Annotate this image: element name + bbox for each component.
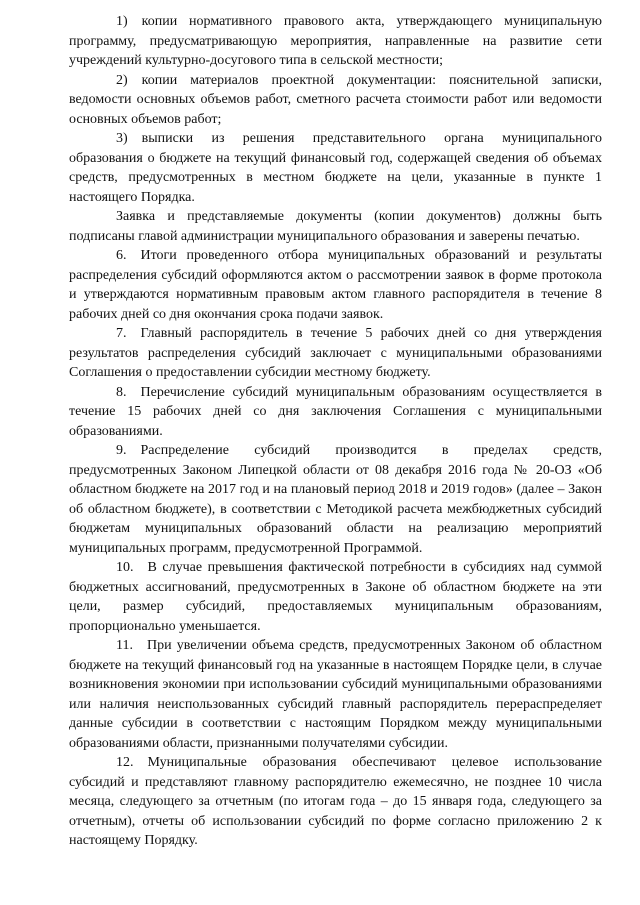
paragraph-10: 10. В случае превышения фактической потребности в субсидиях над суммой бюджетных ассигнований, предусмотренных в Законе об областном бюджете на эти цели, размер субсидий, предоставляемых муниципальным образованиям, пропорционально уменьшается. (69, 560, 602, 634)
paragraph-item-3: 3) выписки из решения представительного органа муниципального образования о бюджете на текущий финансовый год, содержащей сведения об объемах средств, предусмотренных в местном бюджете на цели, указанные в пункте 1 настоящего Порядка. (69, 131, 602, 205)
paragraph-12: 12. Муниципальные образования обеспечивают целевое использование субсидий и представляют главному распорядителю ежемесячно, не позднее 10 числа месяца, следующего за отчетным (по итогам года – до 15 января года, следующего за отчетным), отчеты об использовании субсидий по форме согласно приложению 2 к настоящему Порядку. (69, 755, 602, 848)
paragraph-11: 11. При увеличении объема средств, предусмотренных Законом об областном бюджете на текущий финансовый год на указанные в настоящем Порядке цели, в случае возникновения экономии при использовании субсидий муниципальными образованиями или наличия неиспользованных субсидий главный распорядитель перераспределяет данные субсидии в соответствии с настоящим Порядком между муниципальными образованиями области, признанными получателями субсидии. (69, 638, 602, 751)
paragraph-8: 8. Перечисление субсидий муниципальным образованиям осуществляется в течение 15 рабочих дней со дня заключения Соглашения с муниципальными образованиями. (69, 384, 602, 439)
paragraph-signature-requirement: Заявка и представляемые документы (копии документов) должны быть подписаны главой администрации муниципального образования и заверены печатью. (69, 209, 602, 244)
paragraph-6: 6. Итоги проведенного отбора муниципальных образований и результаты распределения субсидий оформляются актом о рассмотрении заявок в форме протокола и утверждаются нормативным правовым актом главного распорядителя в течение 8 рабочих дней со дня окончания срока подачи заявок. (69, 248, 602, 322)
paragraph-item-2: 2) копии материалов проектной документации: пояснительной записки, ведомости основных объемов работ, сметного расчета стоимости работ или ведомости основных объемов работ; (69, 72, 602, 127)
paragraph-9: 9. Распределение субсидий производится в пределах средств, предусмотренных Законом Липецкой области от 08 декабря 2016 года № 20-ОЗ «Об областном бюджете на 2017 год и на плановый период 2018 и 2019 годов» (далее – Закон об областном бюджете), в соответствии с Методикой расчета межбюджетных субсидий бюджетам муниципальных образований области на реализацию мероприятий муниципальных программ, предусмотренной Программой. (69, 443, 602, 556)
paragraph-7: 7. Главный распорядитель в течение 5 рабочих дней со дня утверждения результатов распределения субсидий заключает с муниципальными образованиями Соглашения о предоставлении субсидии местному бюджету. (69, 326, 602, 380)
paragraph-item-1: 1) копии нормативного правового акта, утверждающего муниципальную программу, предусматривающую мероприятия, направленные на развитие сети учреждений культурно-досугового типа в сельской местности; (69, 14, 602, 68)
